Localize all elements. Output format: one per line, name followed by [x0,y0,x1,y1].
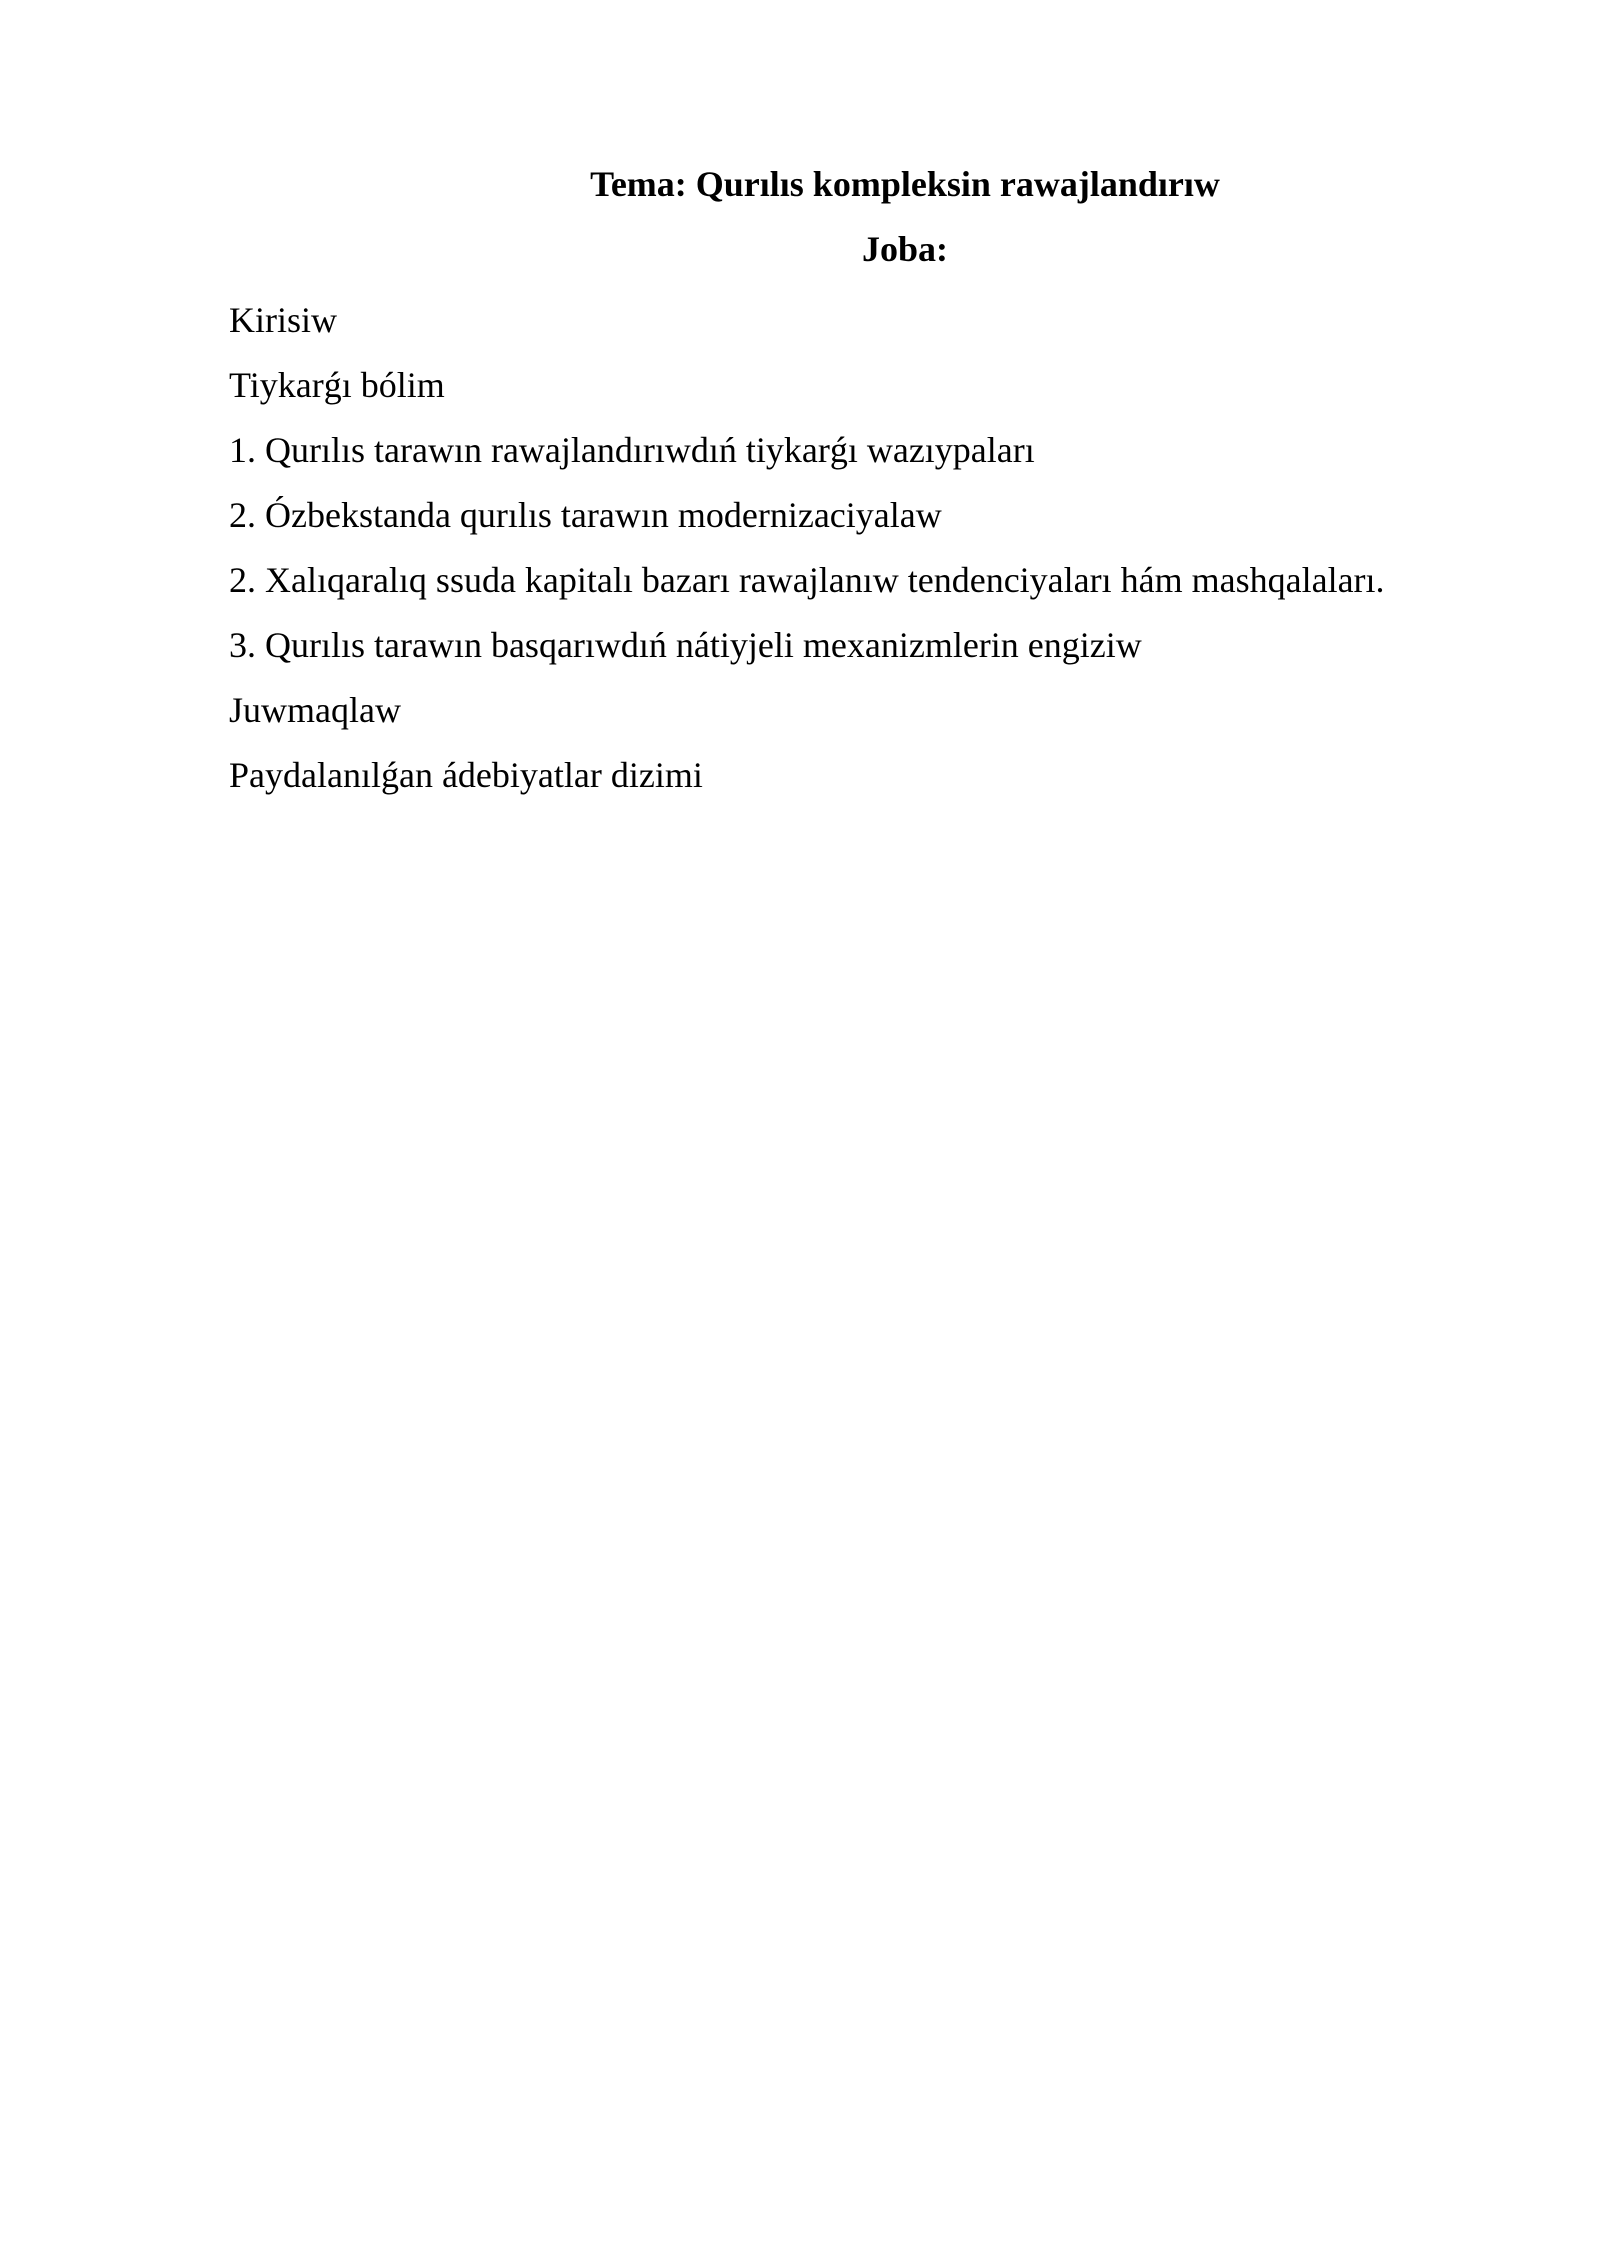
outline-item-main-part: Tiykarǵı bólim [229,365,445,405]
outline-item-conclusion: Juwmaqlaw [229,690,401,730]
outline-item: 2. Xalıqaralıq ssuda kapitalı bazarı rawajlanıw tendenciyaları hám mashqalaları. [229,560,1385,600]
outline-item: 1. Qurılıs tarawın rawajlandırıwdıń tiykarǵı wazıypaları [229,430,1035,470]
outline-item-introduction: Kirisiw [229,300,337,340]
document-title: Tema: Qurılıs kompleksin rawajlandırıw [590,164,1220,204]
outline-item-references: Paydalanılǵan ádebiyatlar dizimi [229,755,703,795]
outline-item: 2. Ózbekstanda qurılıs tarawın modernizaciyalaw [229,495,942,535]
plan-heading: Joba: [861,229,948,269]
plan-outline [229,288,1529,808]
outline-item: 3. Qurılıs tarawın basqarıwdıń nátiyjeli mexanizmlerin engiziw [229,625,1142,665]
